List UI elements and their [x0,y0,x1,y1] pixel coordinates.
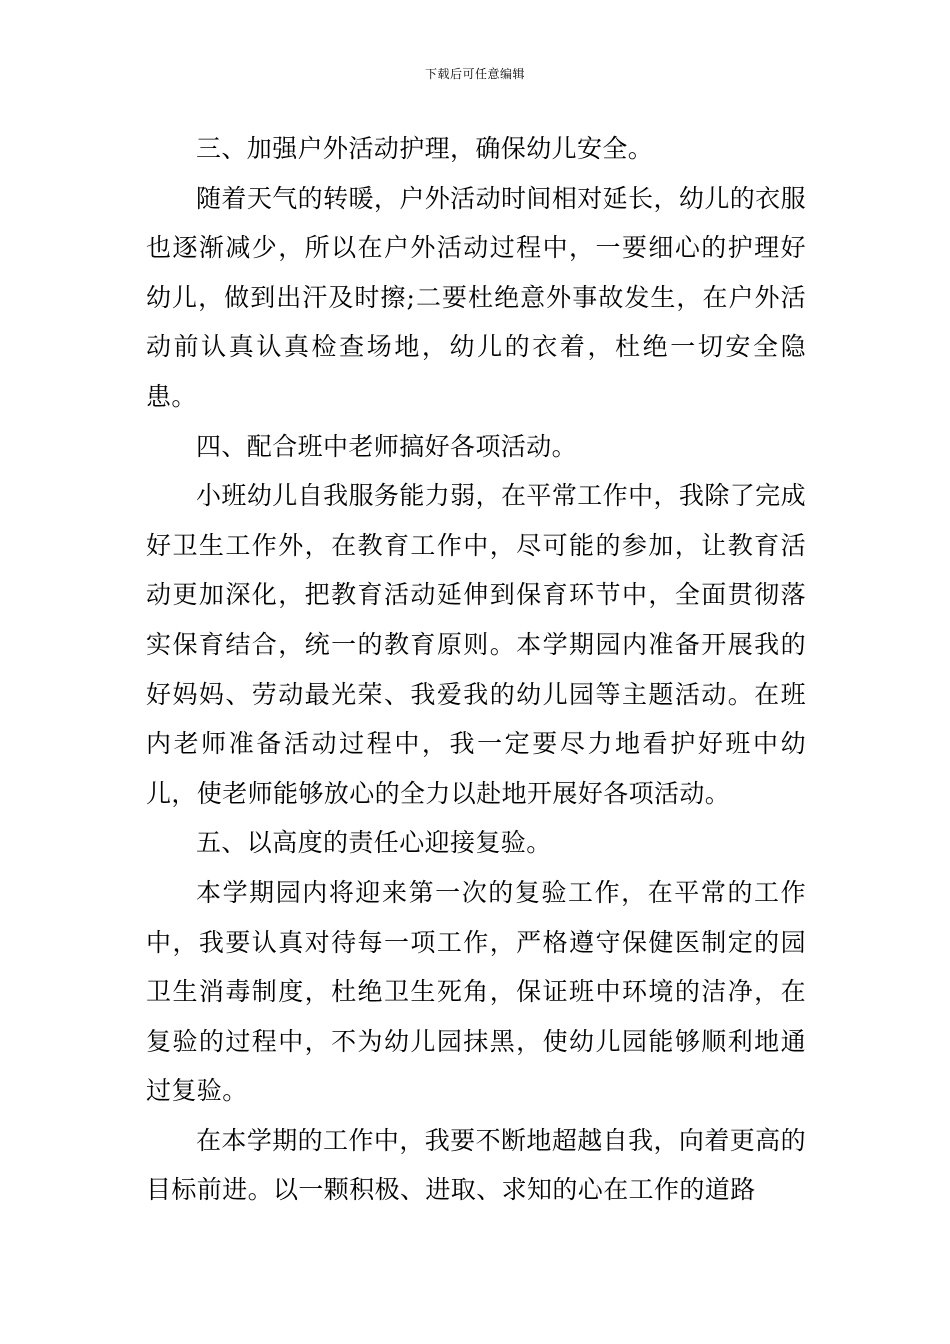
paragraph-cooperate-activities: 小班幼儿自我服务能力弱，在平常工作中，我除了完成好卫生工作外，在教育工作中，尽可能的参加，让教育活动更加深化，把教育活动延伸到保育环节中，全面贯彻落实保育结合，统一的教育原则。本学期园内准备开展我的好妈妈、劳动最光荣、我爱我的幼儿园等主题活动。在班内老师准备活动过程中，我一定要尽力地看护好班中幼儿，使老师能够放心的全力以赴地开展好各项活动。 [146,481,806,808]
page-header: 下载后可任意编辑 [424,67,525,81]
document-body [146,124,806,1215]
heading-reinspection: 五、以高度的责任心迎接复验。 [196,828,552,858]
paragraph-conclusion: 在本学期的工作中，我要不断地超越自我，向着更高的目标前进。以一颗积极、进取、求知的心在工作的道路 [146,1125,806,1205]
paragraph-outdoor-care: 随着天气的转暖，户外活动时间相对延长，幼儿的衣服也逐渐减少，所以在户外活动过程中，一要细心的护理好幼儿，做到出汗及时擦;二要杜绝意外事故发生，在户外活动前认真认真检查场地，幼儿的衣着，杜绝一切安全隐患。 [146,183,806,411]
heading-cooperate-teachers: 四、配合班中老师搞好各项活动。 [196,431,578,461]
heading-outdoor-safety: 三、加强户外活动护理，确保幼儿安全。 [196,134,654,163]
paragraph-reinspection: 本学期园内将迎来第一次的复验工作，在平常的工作中，我要认真对待每一项工作，严格遵守保健医制定的园卫生消毒制度，杜绝卫生死角，保证班中环境的洁净，在复验的过程中，不为幼儿园抹黑，使幼儿园能够顺利地通过复验。 [146,877,806,1106]
